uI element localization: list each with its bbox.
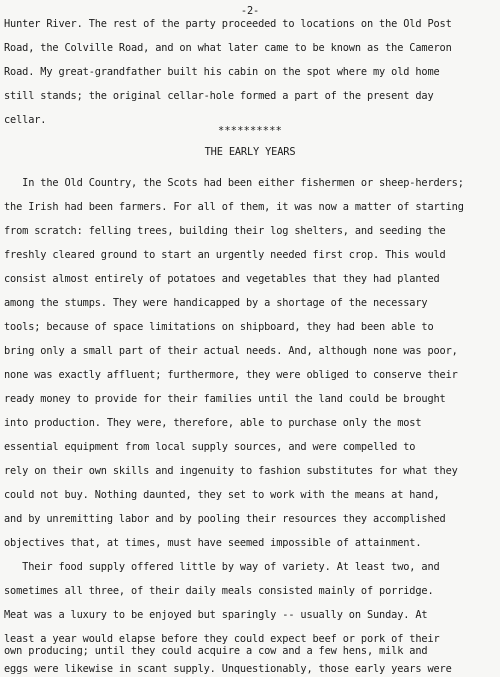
section-heading: THE EARLY YEARS: [204, 146, 296, 158]
paragraph-line: Meat was a luxury to be enjoyed but sparingly -- usually on Sunday. At: [4, 609, 428, 621]
paragraph-line: objectives that, at times, must have seemed impossible of attainment.: [4, 537, 422, 549]
intro-line: cellar.: [4, 114, 47, 126]
paragraph-line: sometimes all three, of their daily meals consisted mainly of porridge.: [4, 585, 434, 597]
separator-stars: **********: [218, 125, 282, 137]
paragraph-line: Their food supply offered little by way of variety. At least two, and: [4, 561, 440, 573]
paragraph-line: none was exactly affluent; furthermore, they were obliged to conserve their: [4, 369, 458, 381]
intro-line: Hunter River. The rest of the party proceeded to locations on the Old Post: [4, 18, 452, 30]
paragraph-line: could not buy. Nothing daunted, they set to work with the means at hand,: [4, 489, 440, 501]
paragraph-line: and by unremitting labor and by pooling their resources they accomplished: [4, 513, 446, 525]
page-number: -2-: [240, 5, 260, 17]
paragraph-line: bring only a small part of their actual needs. And, although none was poor,: [4, 345, 458, 357]
paragraph-line: essential equipment from local supply sources, and were compelled to: [4, 441, 416, 453]
paragraph-line: consist almost entirely of potatoes and vegetables that they had planted: [4, 273, 440, 285]
paragraph-line: eggs were likewise in scant supply. Unquestionably, those early years were: [4, 663, 452, 675]
paragraph-line: tools; because of space limitations on shipboard, they had been able to: [4, 321, 434, 333]
paragraph-line: In the Old Country, the Scots had been either fishermen or sheep-herders;: [4, 177, 464, 189]
paragraph-line: freshly cleared ground to start an urgently needed first crop. This would: [4, 249, 446, 261]
intro-line: Road, the Colville Road, and on what later came to be known as the Cameron: [4, 42, 452, 54]
paragraph-line: least a year would elapse before they could expect beef or pork of their: [4, 633, 440, 645]
paragraph-line: among the stumps. They were handicapped by a shortage of the necessary: [4, 297, 428, 309]
paragraph-line: own producing; until they could acquire a cow and a few hens, milk and: [4, 645, 428, 657]
paragraph-line: into production. They were, therefore, able to purchase only the most: [4, 417, 422, 429]
paragraph-line: ready money to provide for their families until the land could be brought: [4, 393, 446, 405]
paragraph-line: the Irish had been farmers. For all of them, it was now a matter of starting: [4, 201, 464, 213]
intro-line: Road. My great-grandfather built his cabin on the spot where my old home: [4, 66, 440, 78]
paragraph-line: from scratch: felling trees, building their log shelters, and seeding the: [4, 225, 446, 237]
paragraph-line: rely on their own skills and ingenuity to fashion substitutes for what they: [4, 465, 458, 477]
intro-line: still stands; the original cellar-hole formed a part of the present day: [4, 90, 434, 102]
